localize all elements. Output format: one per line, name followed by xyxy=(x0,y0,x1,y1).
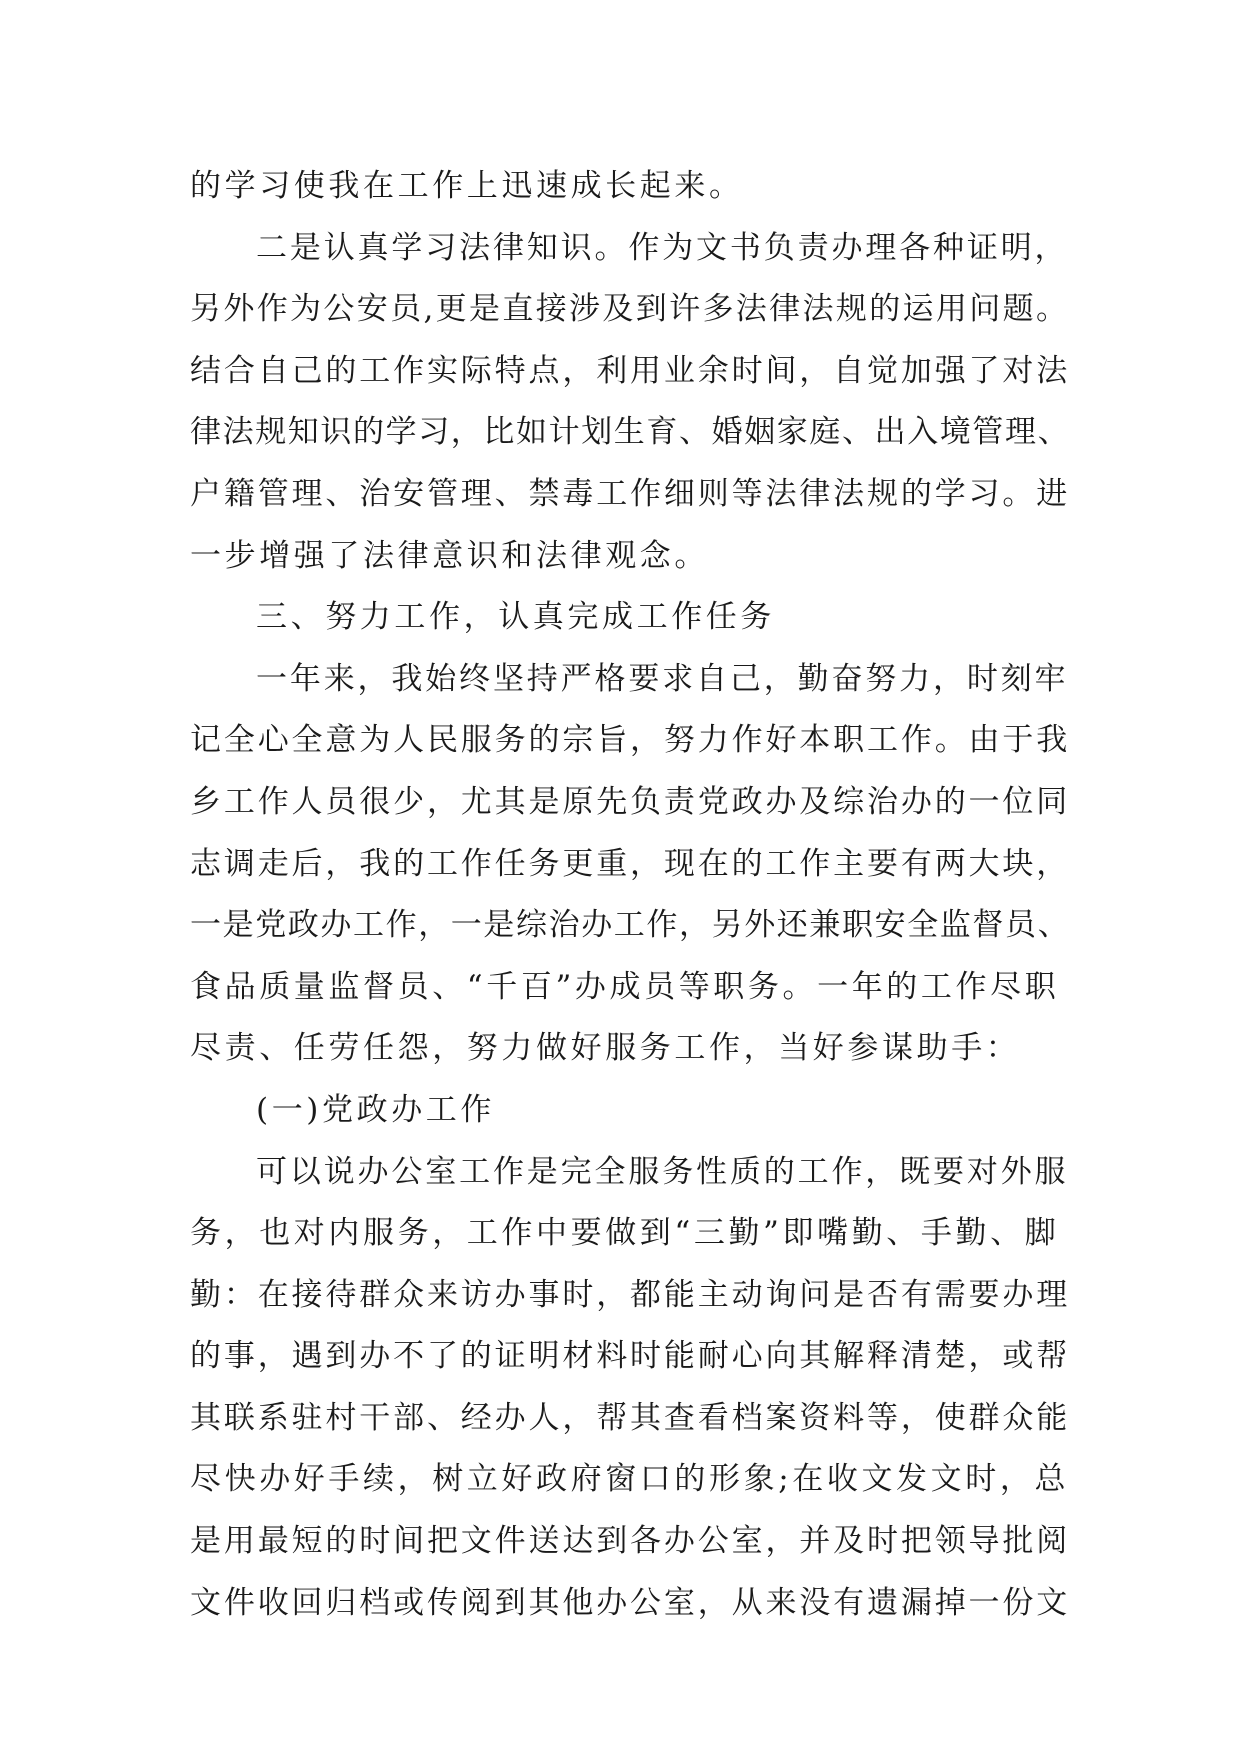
text-line: 结合自己的工作实际特点，利用业余时间，自觉加强了对法 xyxy=(190,352,1071,389)
text-line: 勤：在接待群众来访办事时，都能主动询问是否有需要办理 xyxy=(190,1276,1071,1313)
text-line: 的事，遇到办不了的证明材料时能耐心向其解释清楚，或帮 xyxy=(190,1338,1071,1375)
subsection-heading: (一)党政办工作 xyxy=(256,1091,495,1128)
text-line: 是用最短的时间把文件送达到各办公室，并及时把领导批阅 xyxy=(190,1523,1071,1560)
paragraph-start-line: 二是认真学习法律知识。作为文书负责办理各种证明， xyxy=(256,229,1069,266)
text-line: 另外作为公安员,更是直接涉及到许多法律法规的运用问题。 xyxy=(190,291,1070,328)
paragraph-start-line: 一年来，我始终坚持严格要求自己，勤奋努力，时刻牢 xyxy=(256,660,1069,697)
text-line: 志调走后，我的工作任务更重，现在的工作主要有两大块， xyxy=(190,845,1071,882)
text-line: 记全心全意为人民服务的宗旨，努力作好本职工作。由于我 xyxy=(190,722,1071,759)
section-heading: 三、努力工作，认真完成工作任务 xyxy=(256,599,775,636)
text-line: 一步增强了法律意识和法律观念。 xyxy=(190,537,709,574)
text-line: 乡工作人员很少，尤其是原先负责党政办及综治办的一位同 xyxy=(190,783,1071,820)
text-line: 其联系驻村干部、经办人，帮其查看档案资料等，使群众能 xyxy=(190,1399,1071,1436)
text-line: 食品质量监督员、“千百”办成员等职务。一年的工作尽职 xyxy=(190,968,1060,1005)
text-line: 律法规知识的学习，比如计划生育、婚姻家庭、出入境管理、 xyxy=(190,414,1071,451)
text-line: 务，也对内服务，工作中要做到“三勤”即嘴勤、手勤、脚 xyxy=(190,1215,1060,1252)
text-line: 文件收回归档或传阅到其他办公室，从来没有遗漏掉一份文 xyxy=(190,1584,1071,1621)
text-line: 尽快办好手续，树立好政府窗口的形象;在收文发文时，总 xyxy=(190,1461,1070,1498)
paragraph-start-line: 可以说办公室工作是完全服务性质的工作，既要对外服 xyxy=(256,1153,1069,1190)
text-line: 一是党政办工作，一是综治办工作，另外还兼职安全监督员、 xyxy=(190,907,1071,944)
text-line: 尽责、任劳任怨，努力做好服务工作，当好参谋助手： xyxy=(190,1030,1021,1067)
text-line: 户籍管理、治安管理、禁毒工作细则等法律法规的学习。进 xyxy=(190,475,1071,512)
text-line: 的学习使我在工作上迅速成长起来。 xyxy=(190,168,744,204)
document-body xyxy=(190,156,1070,1634)
